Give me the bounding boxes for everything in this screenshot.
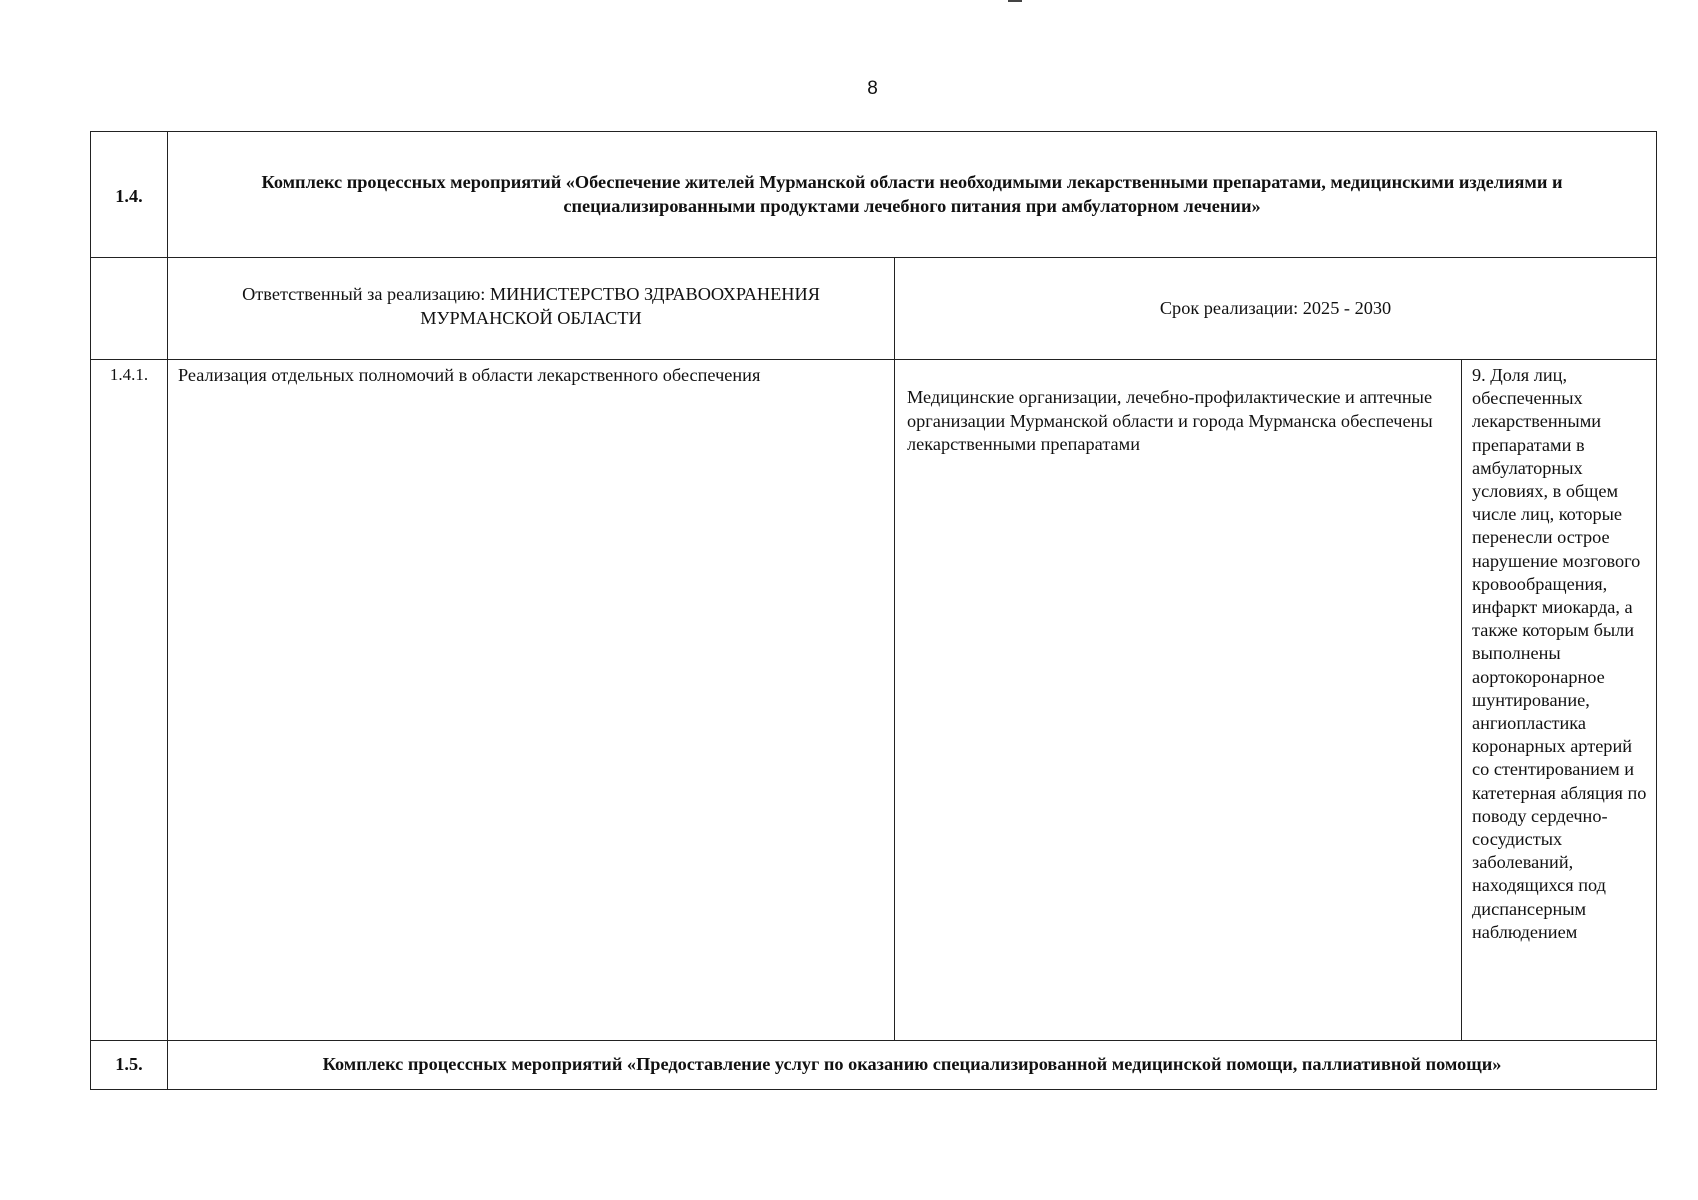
section-title: Комплекс процессных мероприятий «Предоставление услуг по оказанию специализированной медицинской помощи, паллиативной помощи» <box>168 1041 1657 1090</box>
term-text: Срок реализации: 2025 - 2030 <box>895 258 1657 360</box>
item-number: 1.4.1. <box>91 360 168 1041</box>
item-row-1-4-1 <box>91 360 1657 1041</box>
responsible-text: Ответственный за реализацию: МИНИСТЕРСТВО ЗДРАВООХРАНЕНИЯ МУРМАНСКОЙ ОБЛАСТИ <box>168 258 895 360</box>
section-number: 1.5. <box>91 1041 168 1090</box>
empty-cell <box>91 258 168 360</box>
item-task: Реализация отдельных полномочий в области лекарственного обеспечения <box>168 360 895 1041</box>
page-number: 8 <box>867 78 878 99</box>
section-number: 1.4. <box>91 132 168 258</box>
page-top-mark <box>1008 0 1022 2</box>
section-title: Комплекс процессных мероприятий «Обеспечение жителей Мурманской области необходимыми лекарственными препаратами, медицинскими изделиями и специализированными продуктами лечебного питания при амбулаторном лечении» <box>168 132 1657 258</box>
responsible-row <box>91 258 1657 360</box>
section-row-1-5 <box>91 1041 1657 1090</box>
program-table <box>90 131 1657 1090</box>
item-indicator: 9. Доля лиц, обеспеченных лекарственными препаратами в амбулаторных условиях, в общем числе лиц, которые перенесли острое нарушение мозгового кровообращения, инфаркт миокарда, а также которым были выполнены аортокоронарное шунтирование, ангиопластика коронарных артерий со стентированием и катетерная абляция по поводу сердечно-сосудистых заболеваний, находящихся под диспансерным наблюдением <box>1462 360 1657 1041</box>
item-result: Медицинские организации, лечебно-профилактические и аптечные организации Мурманской области и города Мурманска обеспечены лекарственными препаратами <box>895 360 1462 1041</box>
section-row-1-4 <box>91 132 1657 258</box>
